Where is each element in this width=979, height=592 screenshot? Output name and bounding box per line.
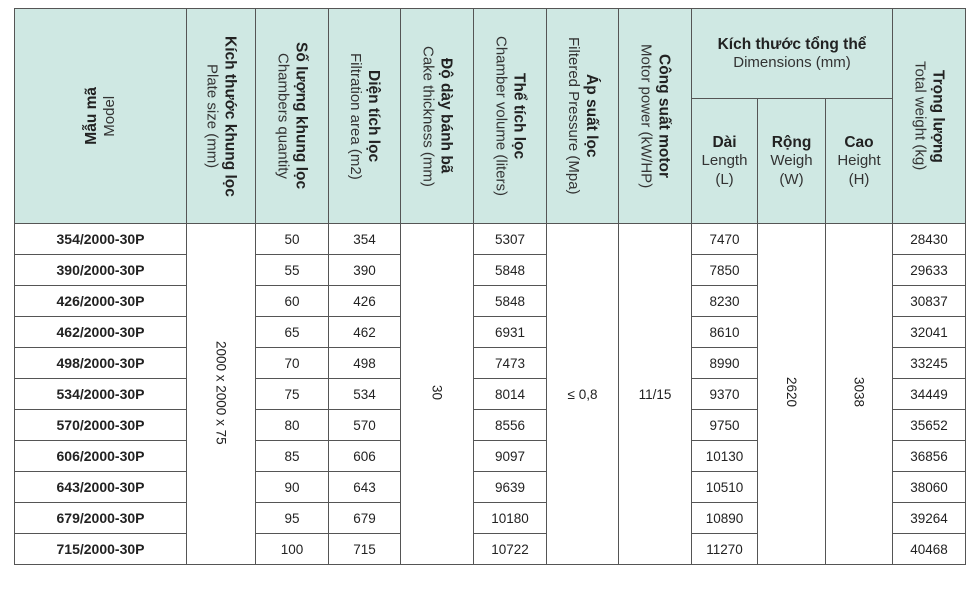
cell-model: 679/2000-30P	[15, 503, 187, 534]
cell-chambers: 95	[256, 503, 329, 534]
cell-length: 8230	[692, 286, 758, 317]
cell-area: 498	[329, 348, 401, 379]
cell-model: 534/2000-30P	[15, 379, 187, 410]
cell-weight: 39264	[893, 503, 966, 534]
cell-motor: 11/15	[619, 224, 692, 565]
cell-length: 8990	[692, 348, 758, 379]
cell-volume: 7473	[474, 348, 547, 379]
table-header	[15, 9, 966, 224]
header-cake-thickness: Độ dày bánh bã Cake thickness (mm)	[401, 9, 474, 224]
cell-chambers: 60	[256, 286, 329, 317]
header-dimensions: Kích thước tổng thể Dimensions (mm)	[692, 9, 893, 99]
cell-area: 679	[329, 503, 401, 534]
cell-model: 643/2000-30P	[15, 472, 187, 503]
cell-weight: 29633	[893, 255, 966, 286]
cell-chambers: 55	[256, 255, 329, 286]
header-weight: Trọng lượng Total weight (kg)	[893, 9, 966, 224]
cell-area: 462	[329, 317, 401, 348]
cell-width	[758, 224, 826, 565]
cell-length: 10510	[692, 472, 758, 503]
cell-model: 462/2000-30P	[15, 317, 187, 348]
cell-area: 715	[329, 534, 401, 565]
header-area: Diện tích lọc Filtration area (m2)	[329, 9, 401, 224]
cell-length: 11270	[692, 534, 758, 565]
table-body	[15, 224, 966, 565]
cell-model: 390/2000-30P	[15, 255, 187, 286]
cell-volume: 5848	[474, 255, 547, 286]
cell-height	[826, 224, 893, 565]
cell-model: 606/2000-30P	[15, 441, 187, 472]
table-row	[15, 224, 966, 255]
cell-chambers: 85	[256, 441, 329, 472]
cell-chambers: 90	[256, 472, 329, 503]
cell-weight: 32041	[893, 317, 966, 348]
cell-weight: 40468	[893, 534, 966, 565]
cell-weight: 33245	[893, 348, 966, 379]
cell-chambers: 100	[256, 534, 329, 565]
cell-chambers: 50	[256, 224, 329, 255]
cell-pressure: ≤ 0,8	[547, 224, 619, 565]
cell-volume: 5848	[474, 286, 547, 317]
cell-volume: 6931	[474, 317, 547, 348]
cell-chambers: 80	[256, 410, 329, 441]
cell-length: 10130	[692, 441, 758, 472]
cell-volume: 8014	[474, 379, 547, 410]
cell-area: 426	[329, 286, 401, 317]
cell-model: 498/2000-30P	[15, 348, 187, 379]
cell-height-text: 3038	[851, 377, 867, 408]
header-model: Mẫu mã Model	[15, 9, 187, 224]
cell-area: 354	[329, 224, 401, 255]
cell-area: 643	[329, 472, 401, 503]
header-pressure: Áp suất lọc Filtered Pressure (Mpa)	[547, 9, 619, 224]
cell-length: 7850	[692, 255, 758, 286]
cell-model: 354/2000-30P	[15, 224, 187, 255]
cell-model: 570/2000-30P	[15, 410, 187, 441]
header-chambers: Số lượng khung lọc Chambers quantity	[256, 9, 329, 224]
cell-chambers: 70	[256, 348, 329, 379]
cell-volume: 10722	[474, 534, 547, 565]
cell-plate-size-text: 2000 x 2000 x 75	[213, 340, 229, 445]
cell-model: 426/2000-30P	[15, 286, 187, 317]
cell-weight: 35652	[893, 410, 966, 441]
cell-model: 715/2000-30P	[15, 534, 187, 565]
header-motor: Công suất motor Motor power (kW/HP)	[619, 9, 692, 224]
cell-weight: 36856	[893, 441, 966, 472]
cell-length: 9370	[692, 379, 758, 410]
cell-weight: 30837	[893, 286, 966, 317]
cell-weight: 34449	[893, 379, 966, 410]
cell-length: 7470	[692, 224, 758, 255]
cell-volume: 9097	[474, 441, 547, 472]
header-plate-size: Kích thước khung lọc Plate size (mm)	[187, 9, 256, 224]
cell-length: 9750	[692, 410, 758, 441]
spec-table-container	[14, 8, 966, 565]
cell-length: 10890	[692, 503, 758, 534]
cell-chambers: 75	[256, 379, 329, 410]
cell-weight: 38060	[893, 472, 966, 503]
header-volume: Thể tích lọc Chamber volume (liters)	[474, 9, 547, 224]
cell-area: 570	[329, 410, 401, 441]
cell-weight: 28430	[893, 224, 966, 255]
spec-table	[14, 8, 966, 565]
cell-volume: 9639	[474, 472, 547, 503]
cell-volume: 10180	[474, 503, 547, 534]
cell-cake-thickness	[401, 224, 474, 565]
cell-volume: 5307	[474, 224, 547, 255]
cell-chambers: 65	[256, 317, 329, 348]
cell-length: 8610	[692, 317, 758, 348]
header-length: Dài Length (L)	[692, 99, 758, 224]
header-height: Cao Height (H)	[826, 99, 893, 224]
cell-volume: 8556	[474, 410, 547, 441]
cell-width-text: 2620	[784, 377, 799, 408]
header-width: Rộng Weigh (W)	[758, 99, 826, 224]
cell-area: 534	[329, 379, 401, 410]
cell-area: 606	[329, 441, 401, 472]
cell-cake-thickness-text: 30	[429, 384, 445, 401]
cell-area: 390	[329, 255, 401, 286]
cell-plate-size	[187, 224, 256, 565]
